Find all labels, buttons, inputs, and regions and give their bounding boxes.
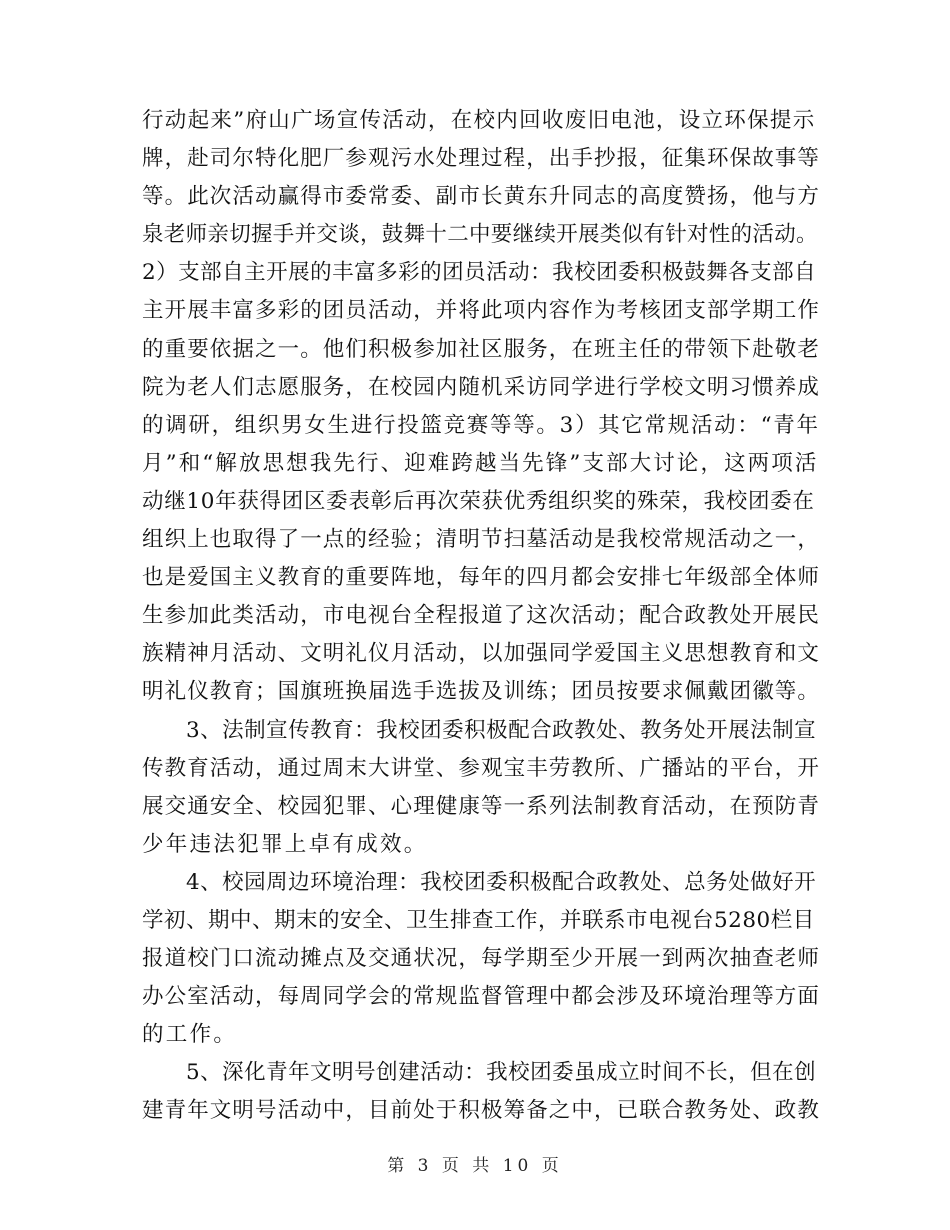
text-line: 5、深化青年文明号创建活动：我校团委虽成立时间不长，但在创 — [142, 1060, 817, 1086]
text-line: 的调研，组织男女生进行投篮竞赛等等。3）其它常规活动：“青年 — [142, 412, 820, 438]
text-line: 等。此次活动赢得市委常委、副市长黄东升同志的高度赞扬，他与方 — [142, 184, 821, 210]
text-line: 2）支部自主开展的丰富多彩的团员活动：我校团委积极鼓舞各支部自 — [142, 260, 817, 286]
text-line: 生参加此类活动，市电视台全程报道了这次活动；配合政教处开展民 — [142, 603, 821, 629]
text-line: 展交通安全、校园犯罪、心理健康等一系列法制教育活动，在预防青 — [142, 793, 821, 819]
text-line: 泉老师亲切握手并交谈，鼓舞十二中要继续开展类似有针对性的活动。 — [142, 222, 818, 248]
text-line: 传教育活动，通过周末大讲堂、参观宝丰劳教所、广播站的平台，开 — [142, 755, 821, 781]
text-line: 3、法制宣传教育：我校团委积极配合政教处、教务处开展法制宣 — [142, 717, 817, 743]
text-line: 院为老人们志愿服务，在校园内随机采访同学进行学校文明习惯养成 — [142, 374, 821, 400]
text-line: 报道校门口流动摊点及交通状况，每学期至少开展一到两次抽查老师 — [142, 946, 821, 972]
text-line: 也是爱国主义教育的重要阵地，每年的四月都会安排七年级部全体师 — [142, 565, 821, 591]
text-line: 月”和“解放思想我先行、迎难跨越当先锋”支部大讨论，这两项活 — [142, 450, 819, 476]
text-line: 组织上也取得了一点的经验；清明节扫墓活动是我校常规活动之一， — [142, 527, 821, 553]
text-line: 建青年文明号活动中，目前处于积极筹备之中，已联合教务处、政教 — [142, 1098, 821, 1124]
text-line: 牌，赴司尔特化肥厂参观污水处理过程，出手抄报，征集环保故事等 — [142, 146, 821, 172]
text-line: 行动起来”府山广场宣传活动，在校内回收废旧电池，设立环保提示 — [142, 108, 816, 133]
text-line: 主开展丰富多彩的团员活动，并将此项内容作为考核团支部学期工作 — [142, 298, 821, 324]
text-line: 的工作。 — [142, 1022, 238, 1048]
text-line: 族精神月活动、文明礼仪月活动，以加强同学爱国主义思想教育和文 — [142, 641, 821, 667]
text-line: 明礼仪教育；国旗班换届选手选拔及训练；团员按要求佩戴团徽等。 — [142, 679, 821, 705]
text-line: 办公室活动，每周同学会的常规监督管理中都会涉及环境治理等方面 — [142, 984, 821, 1010]
page-footer: 第 3 页 共 10 页 — [387, 1156, 563, 1176]
text-line: 少年违法犯罪上卓有成效。 — [142, 831, 428, 857]
text-line: 动继10年获得团区委表彰后再次荣获优秀组织奖的殊荣，我校团委在 — [142, 488, 815, 514]
text-line: 学初、期中、期末的安全、卫生排查工作，并联系市电视台5280栏目 — [142, 907, 815, 933]
text-line: 的重要依据之一。他们积极参加社区服务，在班主任的带领下赴敬老 — [142, 336, 821, 362]
text-line: 4、校园周边环境治理：我校团委积极配合政教处、总务处做好开 — [142, 869, 817, 895]
body-text — [142, 102, 821, 1131]
